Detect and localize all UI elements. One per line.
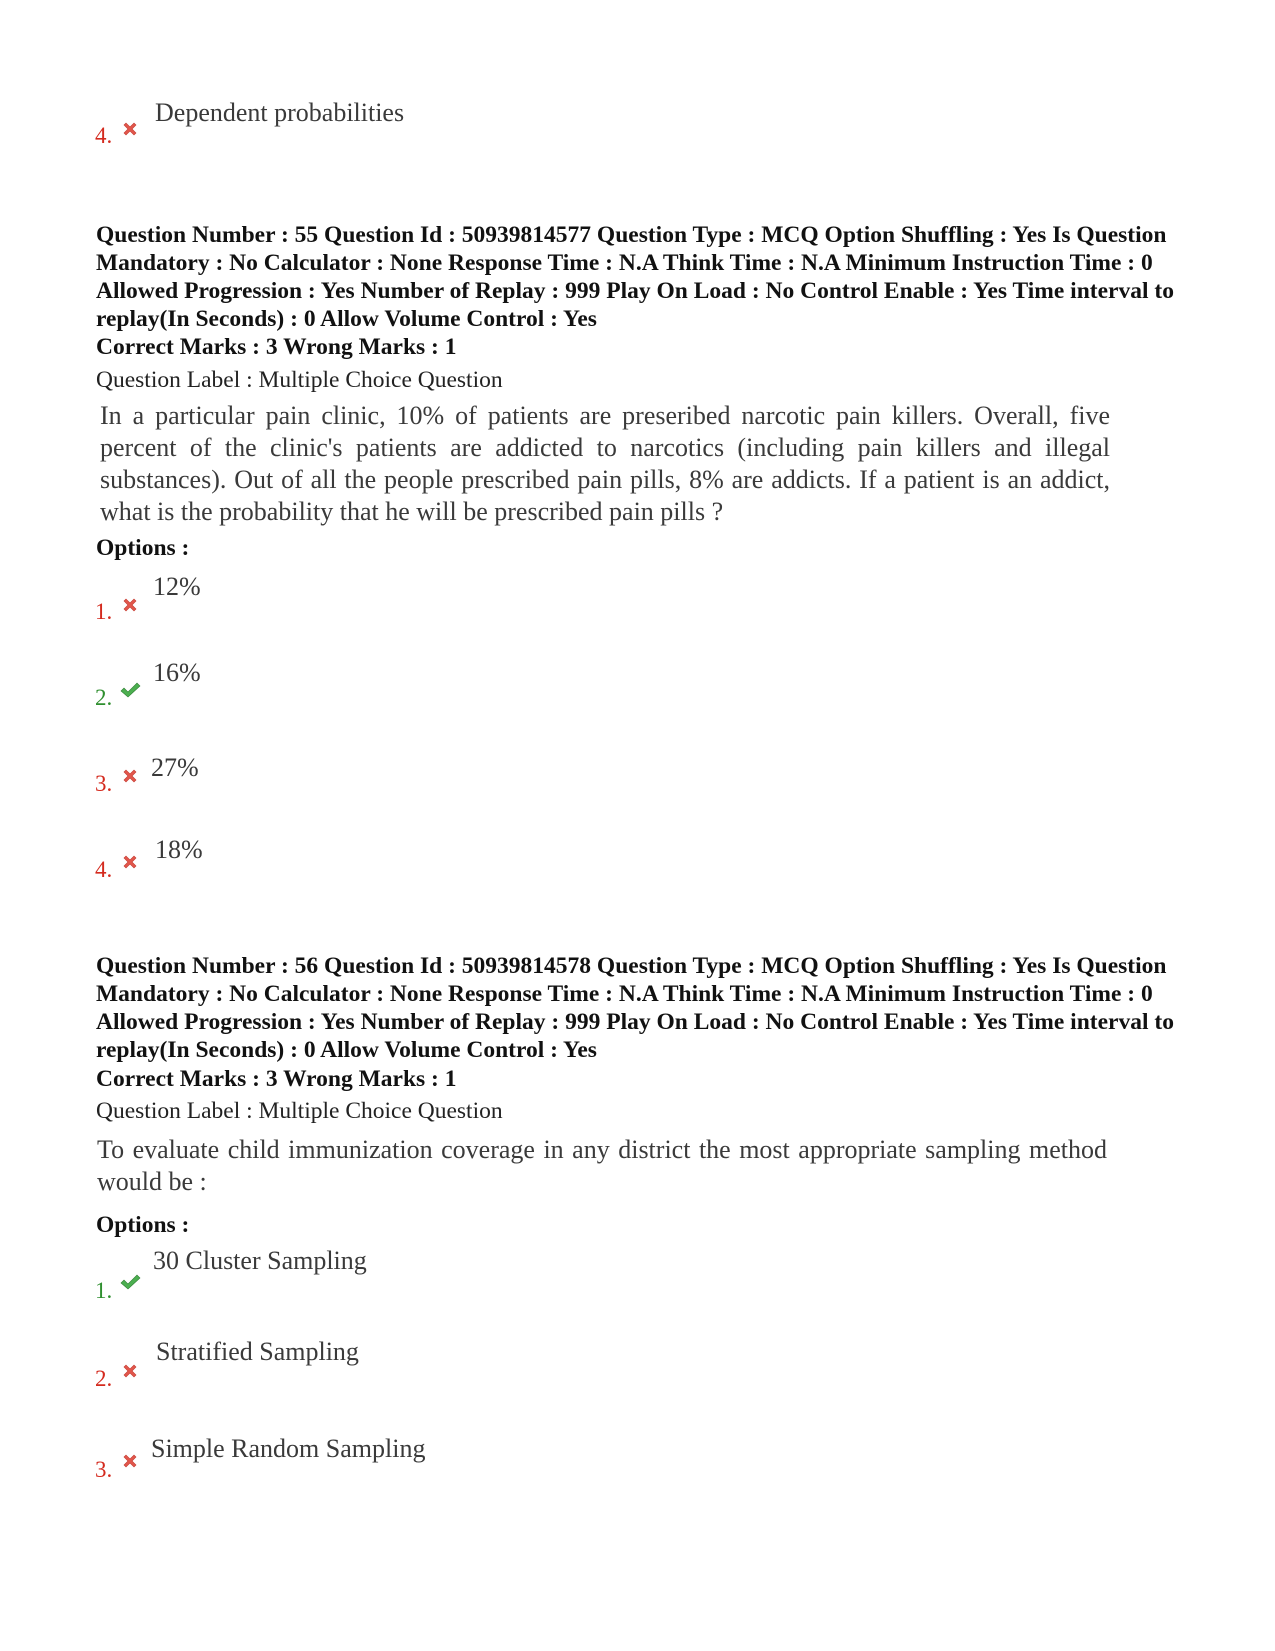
option-text: Stratified Sampling xyxy=(156,1337,359,1366)
cross-icon xyxy=(121,596,139,614)
option-text: 12% xyxy=(153,572,201,601)
option-number: 4. xyxy=(95,123,113,148)
option-number: 2. xyxy=(95,1366,113,1391)
option-text: Simple Random Sampling xyxy=(151,1434,426,1463)
cross-icon xyxy=(121,853,139,871)
option-number: 4. xyxy=(95,857,113,882)
option-number: 2. xyxy=(95,685,113,710)
question-marks: Correct Marks : 3 Wrong Marks : 1 xyxy=(96,334,457,360)
check-icon xyxy=(119,681,141,699)
question-meta: Question Number : 56 Question Id : 50939814578 Question Type : MCQ Option Shuffling : Yes Is Question Mandatory : No Calculator : None Response Time : N.A Think Time : N.A Minimum Instruction Time : 0 Allowed Progression : Yes Number of Replay : 999 Play On Load : No Control Enable : Yes Time interval to replay(In Seconds) : 0 Allow Volume Control : Yes xyxy=(96,953,1174,1063)
cross-icon xyxy=(121,120,139,138)
question-text: In a particular pain clinic, 10% of patients are preseribed narcotic pain killers. Overall, five percent of the clinic's patients are addicted to narcotics (including pain killers and illegal substances). Out of all the people prescribed pain pills, 8% are addicts. If a patient is an addict, what is the probability that he will be prescribed pain pills ? xyxy=(100,401,1110,526)
question-text: To evaluate child immunization coverage in any district the most appropriate sampling method would be : xyxy=(97,1135,1107,1196)
question-marks: Correct Marks : 3 Wrong Marks : 1 xyxy=(96,1066,457,1092)
option-text: 30 Cluster Sampling xyxy=(153,1246,367,1275)
cross-icon xyxy=(121,1452,139,1470)
option-text: 16% xyxy=(153,658,201,687)
question-meta: Question Number : 55 Question Id : 50939814577 Question Type : MCQ Option Shuffling : Yes Is Question Mandatory : No Calculator : None Response Time : N.A Think Time : N.A Minimum Instruction Time : 0 Allowed Progression : Yes Number of Replay : 999 Play On Load : No Control Enable : Yes Time interval to replay(In Seconds) : 0 Allow Volume Control : Yes xyxy=(96,222,1174,332)
option-number: 3. xyxy=(95,771,113,796)
option-text: 18% xyxy=(155,835,203,864)
option-text: Dependent probabilities xyxy=(155,98,405,127)
option-number: 1. xyxy=(95,599,113,624)
option-number: 1. xyxy=(95,1278,113,1303)
option-text: 27% xyxy=(151,753,199,782)
question-label: Question Label : Multiple Choice Question xyxy=(96,1098,503,1124)
options-label: Options : xyxy=(96,1212,190,1238)
check-icon xyxy=(119,1273,141,1291)
question-label: Question Label : Multiple Choice Question xyxy=(96,367,503,393)
option-number: 3. xyxy=(95,1457,113,1482)
options-label: Options : xyxy=(96,535,190,561)
cross-icon xyxy=(121,767,139,785)
cross-icon xyxy=(121,1362,139,1380)
